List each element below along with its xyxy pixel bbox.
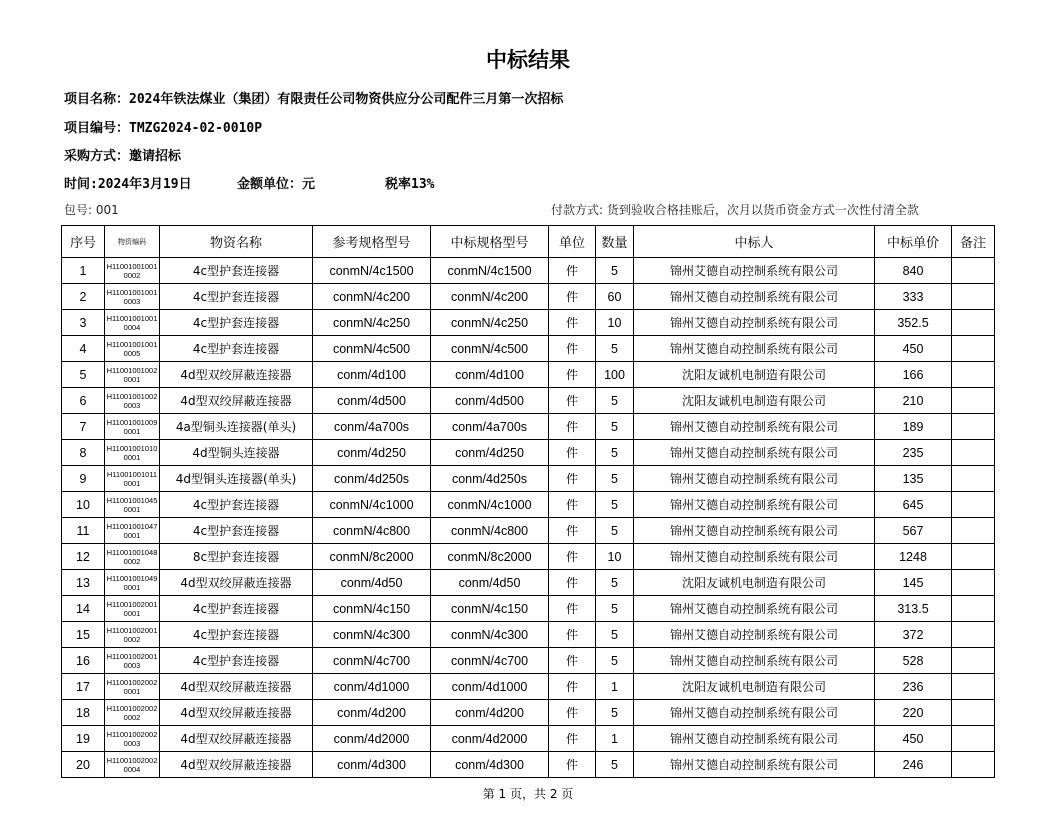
- cell-no: 6: [62, 388, 105, 414]
- project-number-label: 项目编号：: [64, 121, 130, 136]
- project-name-line: [64, 88, 563, 107]
- time-label: 时间:: [64, 177, 98, 192]
- cell-win-spec: conmN/4c700: [431, 648, 549, 674]
- cell-unit: 件: [549, 336, 596, 362]
- cell-remark: [952, 492, 995, 518]
- cell-win-spec: conm/4d1000: [431, 674, 549, 700]
- col-header-winner: 中标人: [634, 226, 875, 258]
- cell-ref-spec: conm/4d500: [313, 388, 431, 414]
- cell-remark: [952, 596, 995, 622]
- table-row: [62, 310, 995, 336]
- cell-win-spec: conm/4d250s: [431, 466, 549, 492]
- cell-winner: 锦州艾德自动控制系统有限公司: [634, 258, 875, 284]
- cell-no: 1: [62, 258, 105, 284]
- cell-qty: 60: [596, 284, 634, 310]
- cell-win-spec: conmN/4c800: [431, 518, 549, 544]
- cell-remark: [952, 570, 995, 596]
- cell-winner: 锦州艾德自动控制系统有限公司: [634, 518, 875, 544]
- cell-price: 450: [875, 336, 952, 362]
- cell-no: 3: [62, 310, 105, 336]
- cell-code: H110010010010002: [105, 258, 160, 284]
- project-number-value: TMZG2024-02-0010P: [129, 121, 263, 136]
- cell-name: 4d型双绞屏蔽连接器: [160, 700, 313, 726]
- cell-ref-spec: conm/4d200: [313, 700, 431, 726]
- cell-qty: 5: [596, 440, 634, 466]
- cell-win-spec: conmN/8c2000: [431, 544, 549, 570]
- cell-qty: 5: [596, 648, 634, 674]
- page-number: 第 1 页，共 2 页: [482, 787, 574, 801]
- cell-qty: 1: [596, 674, 634, 700]
- cell-no: 2: [62, 284, 105, 310]
- cell-name: 4c型护套连接器: [160, 648, 313, 674]
- package-number: 包号: 001: [64, 203, 119, 217]
- cell-remark: [952, 726, 995, 752]
- col-header-remark: 备注: [952, 226, 995, 258]
- cell-ref-spec: conmN/4c300: [313, 622, 431, 648]
- cell-ref-spec: conmN/4c500: [313, 336, 431, 362]
- cell-price: 450: [875, 726, 952, 752]
- purchase-method-value: 邀请招标: [129, 149, 182, 164]
- cell-unit: 件: [549, 310, 596, 336]
- cell-win-spec: conmN/4c150: [431, 596, 549, 622]
- cell-qty: 5: [596, 752, 634, 778]
- project-name-label: 项目名称：: [64, 92, 130, 107]
- cell-winner: 锦州艾德自动控制系统有限公司: [634, 700, 875, 726]
- cell-code: H110010020020004: [105, 752, 160, 778]
- cell-ref-spec: conmN/4c1500: [313, 258, 431, 284]
- cell-price: 1248: [875, 544, 952, 570]
- cell-ref-spec: conm/4d50: [313, 570, 431, 596]
- cell-remark: [952, 544, 995, 570]
- cell-remark: [952, 648, 995, 674]
- project-number-line: [64, 117, 262, 136]
- cell-code: H110010010010005: [105, 336, 160, 362]
- cell-no: 12: [62, 544, 105, 570]
- cell-win-spec: conm/4d500: [431, 388, 549, 414]
- cell-no: 7: [62, 414, 105, 440]
- tax-line: [385, 173, 435, 192]
- table-row: [62, 544, 995, 570]
- cell-ref-spec: conmN/4c1000: [313, 492, 431, 518]
- col-header-qty: 数量: [596, 226, 634, 258]
- cell-name: 4d型双绞屏蔽连接器: [160, 674, 313, 700]
- cell-unit: 件: [549, 388, 596, 414]
- cell-winner: 锦州艾德自动控制系统有限公司: [634, 726, 875, 752]
- cell-no: 19: [62, 726, 105, 752]
- cell-price: 567: [875, 518, 952, 544]
- cell-unit: 件: [549, 596, 596, 622]
- col-header-code: 物资编码: [105, 226, 160, 258]
- table-body: [62, 258, 995, 778]
- table-row: [62, 726, 995, 752]
- page-title: 中标结果: [486, 48, 570, 72]
- payment-terms: 付款方式: 货到验收合格挂账后，次月以货币资金方式一次性付清全款: [551, 203, 919, 217]
- cell-ref-spec: conmN/4c250: [313, 310, 431, 336]
- cell-price: 528: [875, 648, 952, 674]
- cell-winner: 锦州艾德自动控制系统有限公司: [634, 440, 875, 466]
- cell-qty: 5: [596, 388, 634, 414]
- cell-unit: 件: [549, 362, 596, 388]
- cell-qty: 5: [596, 466, 634, 492]
- cell-win-spec: conmN/4c1000: [431, 492, 549, 518]
- table-row: [62, 258, 995, 284]
- cell-price: 372: [875, 622, 952, 648]
- col-header-ref-spec: 参考规格型号: [313, 226, 431, 258]
- cell-ref-spec: conmN/4c150: [313, 596, 431, 622]
- cell-win-spec: conm/4d100: [431, 362, 549, 388]
- cell-code: H110010010450001: [105, 492, 160, 518]
- cell-qty: 5: [596, 570, 634, 596]
- tax-label: 税率: [385, 177, 412, 192]
- cell-price: 135: [875, 466, 952, 492]
- currency-label: 金额单位：: [237, 177, 303, 192]
- cell-remark: [952, 258, 995, 284]
- cell-remark: [952, 622, 995, 648]
- table-header-row: [62, 226, 995, 258]
- cell-code: H110010020020001: [105, 674, 160, 700]
- purchase-method-label: 采购方式：: [64, 149, 130, 164]
- cell-remark: [952, 336, 995, 362]
- cell-winner: 锦州艾德自动控制系统有限公司: [634, 466, 875, 492]
- cell-win-spec: conmN/4c250: [431, 310, 549, 336]
- cell-winner: 沈阳友诚机电制造有限公司: [634, 388, 875, 414]
- cell-no: 13: [62, 570, 105, 596]
- table-row: [62, 752, 995, 778]
- cell-win-spec: conmN/4c300: [431, 622, 549, 648]
- cell-no: 16: [62, 648, 105, 674]
- cell-price: 235: [875, 440, 952, 466]
- table-row: [62, 596, 995, 622]
- col-header-price: 中标单价: [875, 226, 952, 258]
- cell-code: H110010020020002: [105, 700, 160, 726]
- cell-winner: 锦州艾德自动控制系统有限公司: [634, 492, 875, 518]
- cell-winner: 锦州艾德自动控制系统有限公司: [634, 752, 875, 778]
- table-row: [62, 336, 995, 362]
- table-row: [62, 388, 995, 414]
- cell-no: 20: [62, 752, 105, 778]
- table-row: [62, 414, 995, 440]
- cell-remark: [952, 674, 995, 700]
- cell-name: 4c型护套连接器: [160, 258, 313, 284]
- cell-price: 166: [875, 362, 952, 388]
- cell-price: 189: [875, 414, 952, 440]
- cell-unit: 件: [549, 700, 596, 726]
- table-row: [62, 674, 995, 700]
- cell-winner: 沈阳友诚机电制造有限公司: [634, 570, 875, 596]
- cell-code: H110010010470001: [105, 518, 160, 544]
- project-name-value: 2024年铁法煤业（集团）有限责任公司物资供应分公司配件三月第一次招标: [129, 92, 564, 107]
- cell-winner: 沈阳友诚机电制造有限公司: [634, 674, 875, 700]
- col-header-no: 序号: [62, 226, 105, 258]
- bid-result-table: [61, 225, 995, 778]
- cell-code: H110010010010004: [105, 310, 160, 336]
- cell-winner: 锦州艾德自动控制系统有限公司: [634, 284, 875, 310]
- cell-name: 8c型护套连接器: [160, 544, 313, 570]
- cell-unit: 件: [549, 284, 596, 310]
- cell-unit: 件: [549, 752, 596, 778]
- cell-remark: [952, 440, 995, 466]
- cell-no: 15: [62, 622, 105, 648]
- cell-price: 246: [875, 752, 952, 778]
- cell-qty: 5: [596, 414, 634, 440]
- cell-no: 5: [62, 362, 105, 388]
- cell-name: 4a型铜头连接器(单头): [160, 414, 313, 440]
- cell-ref-spec: conmN/4c200: [313, 284, 431, 310]
- cell-price: 210: [875, 388, 952, 414]
- cell-no: 8: [62, 440, 105, 466]
- cell-qty: 5: [596, 596, 634, 622]
- cell-win-spec: conm/4d50: [431, 570, 549, 596]
- cell-no: 17: [62, 674, 105, 700]
- cell-ref-spec: conm/4d2000: [313, 726, 431, 752]
- cell-no: 11: [62, 518, 105, 544]
- cell-name: 4d型铜头连接器: [160, 440, 313, 466]
- cell-qty: 5: [596, 336, 634, 362]
- table-row: [62, 622, 995, 648]
- time-line: [64, 173, 192, 192]
- cell-win-spec: conm/4d300: [431, 752, 549, 778]
- cell-qty: 100: [596, 362, 634, 388]
- cell-name: 4c型护套连接器: [160, 492, 313, 518]
- cell-unit: 件: [549, 544, 596, 570]
- cell-code: H110010010020003: [105, 388, 160, 414]
- cell-name: 4d型双绞屏蔽连接器: [160, 570, 313, 596]
- col-header-name: 物资名称: [160, 226, 313, 258]
- cell-name: 4c型护套连接器: [160, 622, 313, 648]
- cell-name: 4c型护套连接器: [160, 310, 313, 336]
- cell-price: 313.5: [875, 596, 952, 622]
- cell-win-spec: conmN/4c200: [431, 284, 549, 310]
- table-row: [62, 570, 995, 596]
- cell-unit: 件: [549, 440, 596, 466]
- cell-no: 4: [62, 336, 105, 362]
- cell-code: H110010010100001: [105, 440, 160, 466]
- cell-qty: 10: [596, 544, 634, 570]
- cell-remark: [952, 466, 995, 492]
- cell-ref-spec: conm/4d100: [313, 362, 431, 388]
- table-row: [62, 492, 995, 518]
- cell-remark: [952, 310, 995, 336]
- cell-win-spec: conmN/4c500: [431, 336, 549, 362]
- cell-remark: [952, 388, 995, 414]
- cell-ref-spec: conm/4d300: [313, 752, 431, 778]
- cell-code: H110010010110001: [105, 466, 160, 492]
- cell-qty: 10: [596, 310, 634, 336]
- col-header-win-spec: 中标规格型号: [431, 226, 549, 258]
- cell-ref-spec: conm/4d1000: [313, 674, 431, 700]
- table-row: [62, 700, 995, 726]
- cell-winner: 锦州艾德自动控制系统有限公司: [634, 596, 875, 622]
- col-header-unit: 单位: [549, 226, 596, 258]
- cell-unit: 件: [549, 726, 596, 752]
- cell-no: 18: [62, 700, 105, 726]
- cell-winner: 锦州艾德自动控制系统有限公司: [634, 310, 875, 336]
- currency-value: 元: [302, 177, 316, 192]
- cell-qty: 5: [596, 700, 634, 726]
- cell-price: 352.5: [875, 310, 952, 336]
- cell-win-spec: conm/4d250: [431, 440, 549, 466]
- cell-qty: 5: [596, 622, 634, 648]
- cell-ref-spec: conm/4d250: [313, 440, 431, 466]
- time-value: 2024年3月19日: [97, 177, 192, 192]
- cell-code: H110010020010002: [105, 622, 160, 648]
- cell-ref-spec: conm/4d250s: [313, 466, 431, 492]
- cell-winner: 锦州艾德自动控制系统有限公司: [634, 648, 875, 674]
- cell-code: H110010020020003: [105, 726, 160, 752]
- cell-name: 4c型护套连接器: [160, 596, 313, 622]
- cell-name: 4d型双绞屏蔽连接器: [160, 726, 313, 752]
- cell-unit: 件: [549, 258, 596, 284]
- cell-no: 9: [62, 466, 105, 492]
- cell-winner: 沈阳友诚机电制造有限公司: [634, 362, 875, 388]
- cell-remark: [952, 362, 995, 388]
- cell-remark: [952, 518, 995, 544]
- cell-price: 840: [875, 258, 952, 284]
- cell-win-spec: conmN/4c1500: [431, 258, 549, 284]
- cell-ref-spec: conmN/8c2000: [313, 544, 431, 570]
- cell-name: 4c型护套连接器: [160, 284, 313, 310]
- table-row: [62, 362, 995, 388]
- purchase-method-line: [64, 145, 181, 164]
- cell-winner: 锦州艾德自动控制系统有限公司: [634, 544, 875, 570]
- cell-win-spec: conm/4d200: [431, 700, 549, 726]
- cell-remark: [952, 700, 995, 726]
- cell-code: H110010010010003: [105, 284, 160, 310]
- cell-unit: 件: [549, 674, 596, 700]
- cell-unit: 件: [549, 518, 596, 544]
- cell-code: H110010010490001: [105, 570, 160, 596]
- table-row: [62, 440, 995, 466]
- cell-win-spec: conm/4a700s: [431, 414, 549, 440]
- cell-no: 10: [62, 492, 105, 518]
- cell-unit: 件: [549, 622, 596, 648]
- currency-line: [237, 173, 315, 192]
- table-row: [62, 518, 995, 544]
- cell-name: 4d型双绞屏蔽连接器: [160, 362, 313, 388]
- cell-no: 14: [62, 596, 105, 622]
- cell-code: H110010020010003: [105, 648, 160, 674]
- cell-unit: 件: [549, 466, 596, 492]
- cell-ref-spec: conm/4a700s: [313, 414, 431, 440]
- cell-ref-spec: conmN/4c800: [313, 518, 431, 544]
- cell-unit: 件: [549, 414, 596, 440]
- cell-code: H110010010480002: [105, 544, 160, 570]
- cell-winner: 锦州艾德自动控制系统有限公司: [634, 414, 875, 440]
- cell-winner: 锦州艾德自动控制系统有限公司: [634, 622, 875, 648]
- cell-remark: [952, 752, 995, 778]
- cell-code: H110010020010001: [105, 596, 160, 622]
- cell-unit: 件: [549, 648, 596, 674]
- cell-code: H110010010090001: [105, 414, 160, 440]
- cell-name: 4c型护套连接器: [160, 336, 313, 362]
- cell-price: 333: [875, 284, 952, 310]
- cell-price: 220: [875, 700, 952, 726]
- cell-remark: [952, 414, 995, 440]
- cell-code: H110010010020001: [105, 362, 160, 388]
- cell-qty: 5: [596, 518, 634, 544]
- cell-unit: 件: [549, 570, 596, 596]
- cell-name: 4d型双绞屏蔽连接器: [160, 388, 313, 414]
- cell-name: 4d型双绞屏蔽连接器: [160, 752, 313, 778]
- cell-ref-spec: conmN/4c700: [313, 648, 431, 674]
- cell-unit: 件: [549, 492, 596, 518]
- table-row: [62, 284, 995, 310]
- cell-price: 145: [875, 570, 952, 596]
- table-row: [62, 648, 995, 674]
- cell-winner: 锦州艾德自动控制系统有限公司: [634, 336, 875, 362]
- cell-qty: 5: [596, 258, 634, 284]
- cell-name: 4c型护套连接器: [160, 518, 313, 544]
- cell-name: 4d型铜头连接器(单头): [160, 466, 313, 492]
- cell-price: 645: [875, 492, 952, 518]
- cell-price: 236: [875, 674, 952, 700]
- tax-value: 13%: [411, 177, 435, 192]
- cell-qty: 1: [596, 726, 634, 752]
- cell-qty: 5: [596, 492, 634, 518]
- cell-remark: [952, 284, 995, 310]
- table-row: [62, 466, 995, 492]
- cell-win-spec: conm/4d2000: [431, 726, 549, 752]
